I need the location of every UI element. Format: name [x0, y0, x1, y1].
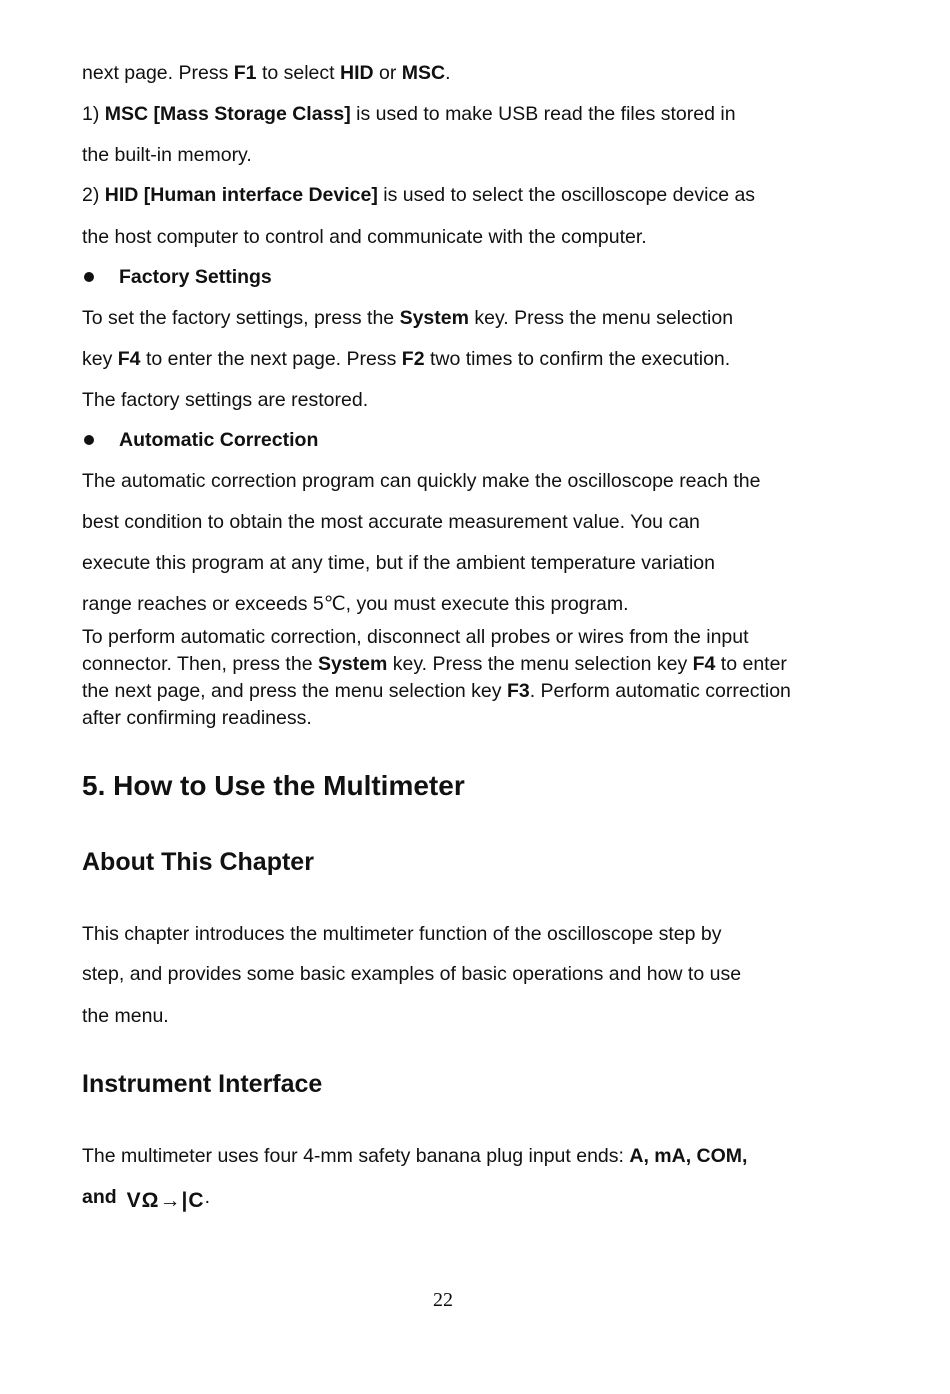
- about-chapter-heading: About This Chapter: [82, 848, 314, 876]
- bullet-icon: [84, 272, 94, 282]
- text-line: the built-in memory.: [82, 144, 252, 166]
- text-line: the menu.: [82, 1005, 169, 1027]
- text-line: next page. Press F1 to select HID or MSC.: [82, 62, 451, 84]
- text-line: 1) MSC [Mass Storage Class] is used to make USB read the files stored in: [82, 103, 736, 125]
- instrument-interface-heading: Instrument Interface: [82, 1070, 323, 1098]
- page-number: 22: [433, 1289, 453, 1311]
- text-line: step, and provides some basic examples of basic operations and how to use: [82, 963, 742, 985]
- input-terminal-symbol: VΩ→|C: [126, 1189, 205, 1212]
- text-line: best condition to obtain the most accurate measurement value. You can: [82, 511, 700, 533]
- text-line: The factory settings are restored.: [82, 389, 369, 411]
- text-line: 2) HID [Human interface Device] is used to select the oscilloscope device as: [82, 184, 756, 206]
- text-line: the host computer to control and communicate with the computer.: [82, 226, 647, 248]
- correction-paragraph: To perform automatic correction, disconnect all probes or wires from the input connector. Then, press the System key. Press the menu selection key F4 to enter the next page, and press the menu selection key F3. Perform automatic correction after confirming readiness.: [82, 626, 791, 729]
- text-line: To set the factory settings, press the System key. Press the menu selection: [82, 307, 734, 329]
- bullet-icon: [84, 435, 94, 445]
- text-line: The automatic correction program can quickly make the oscilloscope reach the: [82, 470, 761, 492]
- text-line: execute this program at any time, but if the ambient temperature variation: [82, 552, 715, 574]
- text-line: This chapter introduces the multimeter function of the oscilloscope step by: [82, 923, 722, 945]
- text-line: The multimeter uses four 4-mm safety banana plug input ends: A, mA, COM,: [82, 1145, 748, 1167]
- chapter-title: 5. How to Use the Multimeter: [82, 770, 465, 801]
- text-line: and VΩ→|C.: [82, 1186, 210, 1212]
- text-line: key F4 to enter the next page. Press F2 two times to confirm the execution.: [82, 348, 731, 370]
- text-line: range reaches or exceeds 5℃, you must execute this program.: [82, 593, 629, 615]
